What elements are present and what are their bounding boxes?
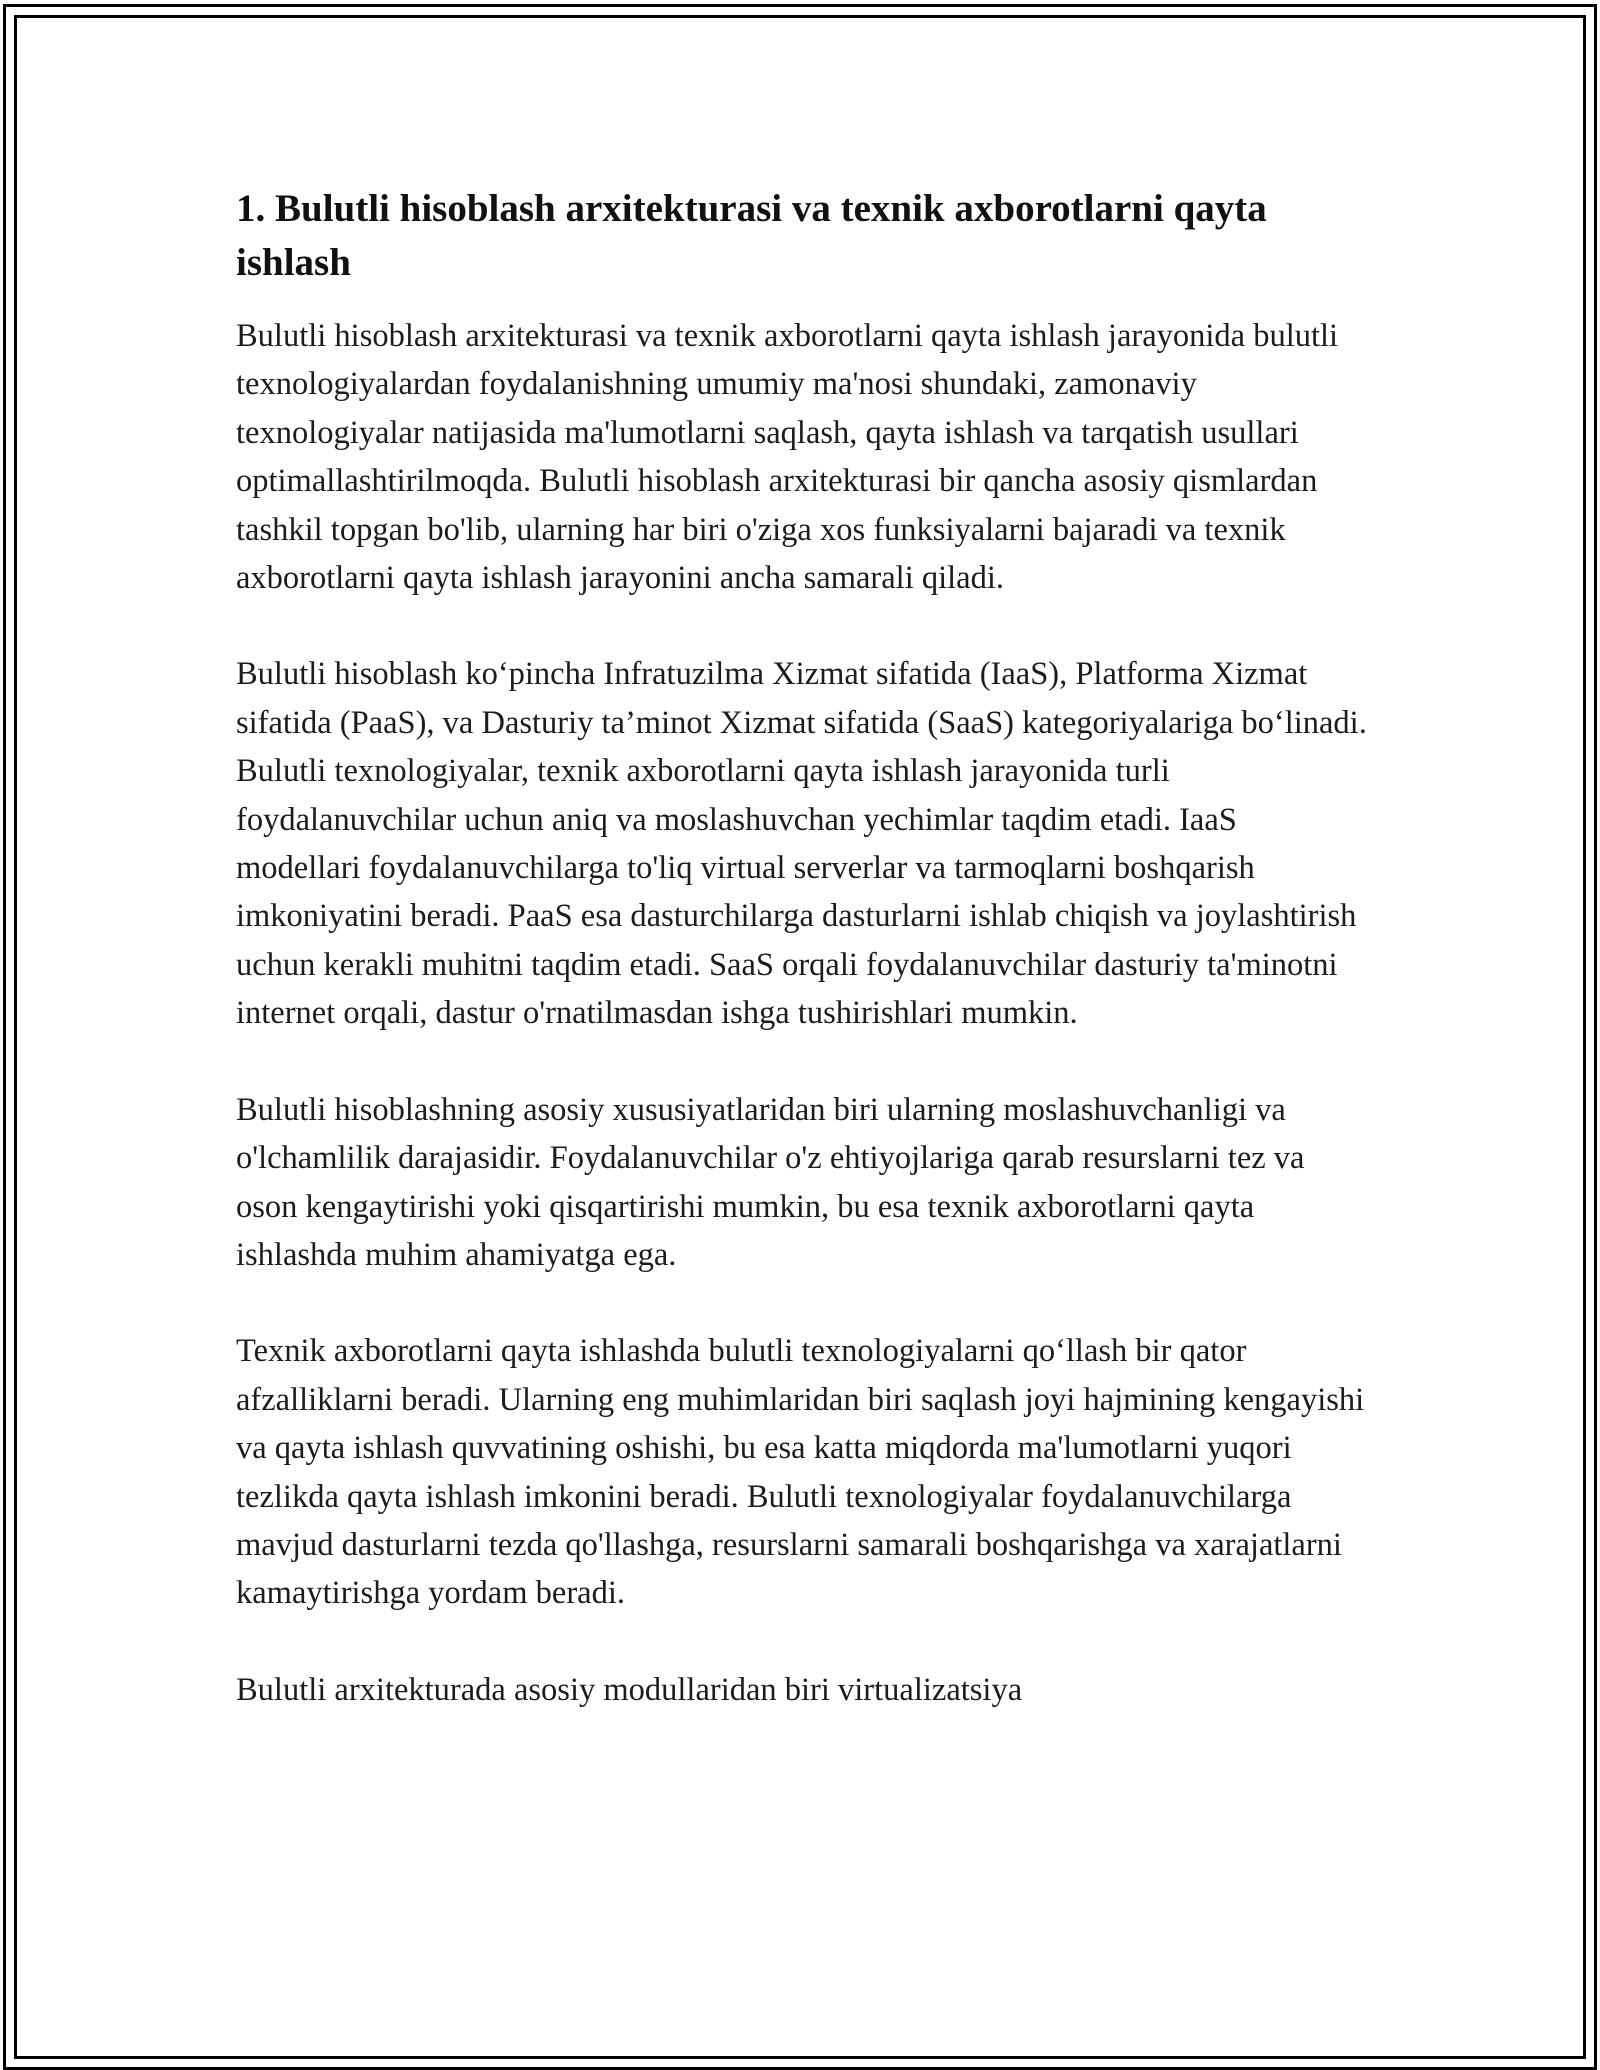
paragraph-advantages: Texnik axborotlarni qayta ishlashda bulutli texnologiyalarni qo‘llash bir qator afzalliklarni beradi. Ularning eng muhimlaridan biri saqlash joyi hajmining kengayishi va qayta ishlash quvvatining oshishi, bu esa katta miqdorda ma'lumotlarni yuqori tezlikda qayta ishlash imkonini beradi. Bulutli texnologiyalar foydalanuvchilarga mavjud dasturlarni tezda qo'llashga, resurslarni samarali boshqarishga va xarajatlarni kamaytirishga yordam beradi.: [236, 1333, 1365, 1612]
paragraph-service-models: Bulutli hisoblash ko‘pincha Infratuzilma Xizmat sifatida (IaaS), Platforma Xizmat sifatida (PaaS), va Dasturiy ta’minot Xizmat sifatida (SaaS) kategoriyalariga bo‘linadi. Bulutli texnologiyalar, texnik axborotlarni qayta ishlash jarayonida turli foydalanuvchilar uchun aniq va moslashuvchan yechimlar taqdim etadi. IaaS modellari foydalanuvchilarga to'liq virtual serverlar va tarmoqlarni boshqarish imkoniyatini beradi. PaaS esa dasturchilarga dasturlarni ishlab chiqish va joylashtirish uchun kerakli muhitni taqdim etadi. SaaS orqali foydalanuvchilar dasturiy ta'minotni internet orqali, dastur o'rnatilmasdan ishga tushirishlari mumkin.: [236, 656, 1367, 1032]
paragraph-virtualization: Bulutli arxitekturada asosiy modullaridan biri virtualizatsiya: [236, 1671, 1023, 1708]
paragraph-scalability: Bulutli hisoblashning asosiy xususiyatlaridan biri ularning moslashuvchanligi va o'lchamlilik darajasidir. Foydalanuvchilar o'z ehtiyojlariga qarab resurslarni tez va oson kengaytirishi yoki qisqartirishi mumkin, bu esa texnik axborotlarni qayta ishlashda muhim ahamiyatga ega.: [236, 1091, 1305, 1273]
paragraph-architecture-overview: Bulutli hisoblash arxitekturasi va texnik axborotlarni qayta ishlash jarayonida bulutli texnologiyalardan foydalanishning umumiy ma'nosi shundaki, zamonaviy texnologiyalar natijasida ma'lumotlarni saqlash, qayta ishlash va tarqatish usullari optimallashtirilmoqda. Bulutli hisoblash arxitekturasi bir qancha asosiy qismlardan tashkil topgan bo'lib, ularning har biri o'ziga xos funksiyalarni bajaradi va texnik axborotlarni qayta ishlash jarayonini ancha samarali qiladi.: [236, 318, 1339, 597]
document-body: [236, 182, 1368, 1762]
section-heading: 1. Bulutli hisoblash arxitekturasi va texnik axborotlarni qayta ishlash: [236, 187, 1267, 284]
